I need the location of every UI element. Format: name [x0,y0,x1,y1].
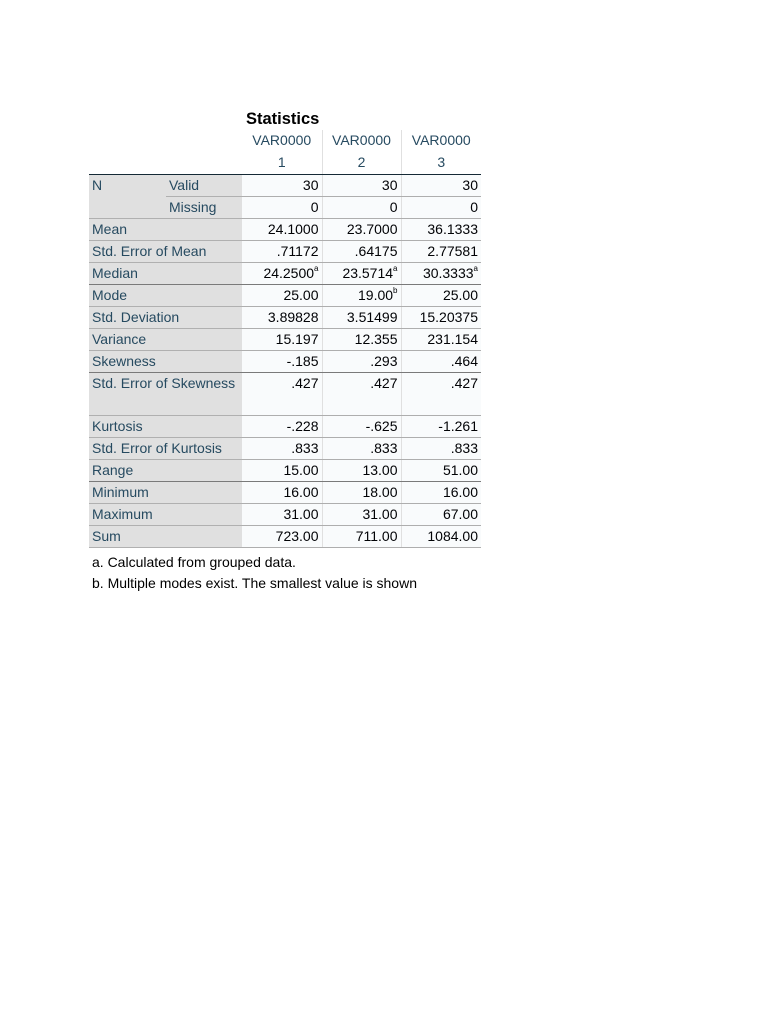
cell-value: 30 [381,176,398,193]
cell-value: 3.51499 [346,308,398,325]
value-cell [401,481,481,503]
value-cell [322,240,401,262]
value-cell [242,525,322,547]
cell-value: 31.00 [283,505,319,522]
value-cell [242,284,322,306]
table-row [89,437,481,459]
cell-value: .427 [370,374,398,391]
column-header-var1-line2: 1 [242,152,322,174]
row-label: Std. Error of Skewness [89,372,242,415]
value-cell [242,415,322,437]
value-cell [242,218,322,240]
statistics-table [89,130,481,548]
value-cell [322,459,401,481]
cell-value: .71172 [276,242,319,259]
cell-value: 30 [302,176,319,193]
cell-value: -1.261 [438,417,478,434]
value-cell [322,437,401,459]
row-label: Variance [89,328,242,350]
row-label: Range [89,459,242,481]
table-title: Statistics [246,110,320,128]
corner-cell [89,130,242,152]
footnote-marker: a [473,263,478,273]
cell-value: 30 [462,176,478,193]
value-cell [401,262,481,284]
cell-value: 25.00 [442,286,478,303]
column-header-row [89,130,481,152]
value-cell [322,196,401,218]
cell-value: 0 [389,198,398,215]
cell-value: 23.7000 [346,220,398,237]
row-label: Minimum [89,481,242,503]
value-cell [401,218,481,240]
corner-cell-2 [89,152,242,174]
value-cell [242,306,322,328]
cell-value: 15.197 [275,330,319,347]
row-label: N [89,174,166,196]
value-cell [242,503,322,525]
table-row [89,196,481,218]
row-label: Maximum [89,503,242,525]
cell-value: .293 [370,352,398,369]
row-label: Skewness [89,350,242,372]
value-cell [322,525,401,547]
cell-value: 23.5714 [342,264,394,281]
value-cell [401,306,481,328]
cell-value: .427 [450,374,478,391]
value-cell [322,218,401,240]
cell-value: 12.355 [354,330,398,347]
value-cell [401,240,481,262]
value-cell [401,525,481,547]
value-cell [322,350,401,372]
value-cell [242,372,322,415]
table-row [89,240,481,262]
column-header-var1: VAR0000 [252,132,312,148]
cell-value: 231.154 [427,330,478,347]
cell-value: 24.1000 [267,220,319,237]
cell-value: 0 [470,198,478,215]
column-header-var2-line2: 2 [322,152,401,174]
cell-value: .464 [450,352,478,369]
value-cell [401,503,481,525]
value-cell [242,350,322,372]
value-cell [242,262,322,284]
footnote-marker: a [393,263,398,273]
cell-value: 30.3333 [422,264,474,281]
table-row [89,284,481,306]
value-cell [322,262,401,284]
row-label: Kurtosis [89,415,242,437]
cell-value: 13.00 [362,461,398,478]
table-row [89,481,481,503]
value-cell [401,196,481,218]
cell-value: .833 [291,439,319,456]
value-cell [322,503,401,525]
table-row [89,372,481,415]
cell-value: 723.00 [275,527,319,544]
cell-value: 16.00 [442,483,478,500]
cell-value: 1084.00 [427,527,478,544]
row-label: Std. Error of Kurtosis [89,437,242,459]
column-header-var2: VAR0000 [322,130,401,152]
row-label: Std. Deviation [89,306,242,328]
value-cell [242,481,322,503]
footnote-a: a. Calculated from grouped data. [92,553,296,570]
cell-value: -.185 [286,352,319,369]
row-label: Median [89,262,242,284]
row-label: Sum [89,525,242,547]
value-cell [401,437,481,459]
table-row [89,350,481,372]
value-cell [322,481,401,503]
value-cell [401,415,481,437]
cell-value: 3.89828 [267,308,319,325]
table-row [89,218,481,240]
cell-value: 24.2500 [263,264,315,281]
value-cell [322,372,401,415]
cell-value: 67.00 [442,505,478,522]
table-row [89,328,481,350]
cell-value: .64175 [354,242,398,259]
cell-value: -.625 [365,417,398,434]
row-sublabel: Missing [166,196,242,218]
value-cell [401,350,481,372]
cell-value: .427 [291,374,319,391]
cell-value: 711.00 [355,527,398,544]
value-cell [322,328,401,350]
value-cell [242,437,322,459]
value-cell [322,306,401,328]
table-row [89,459,481,481]
cell-value: 19.00 [358,286,394,303]
cell-value: .833 [450,439,478,456]
row-label: Mode [89,284,242,306]
value-cell [401,174,481,196]
row-sublabel: Valid [166,174,242,196]
cell-value: 51.00 [442,461,478,478]
value-cell [242,240,322,262]
row-label: Mean [89,218,242,240]
value-cell [322,174,401,196]
cell-value: 25.00 [283,286,319,303]
value-cell [322,415,401,437]
statistics-output [89,108,481,594]
row-label-empty [89,196,166,218]
value-cell [242,174,322,196]
cell-value: 16.00 [283,483,319,500]
table-row [89,415,481,437]
table-row [89,503,481,525]
cell-value: 18.00 [362,483,398,500]
cell-value: 0 [310,198,319,215]
cell-value: 15.00 [283,461,319,478]
cell-value: .833 [370,439,398,456]
value-cell [401,328,481,350]
table-row [89,174,481,196]
footnote-marker: a [314,263,319,273]
footnotes [89,552,481,594]
cell-value: 15.20375 [419,308,478,325]
table-row [89,525,481,547]
value-cell [401,459,481,481]
statistics-rows [89,174,481,547]
table-row [89,262,481,284]
value-cell [242,196,322,218]
value-cell [242,459,322,481]
cell-value: 31.00 [362,505,398,522]
column-header-row-2 [89,152,481,174]
column-header-var3: VAR0000 [401,130,481,152]
value-cell [401,284,481,306]
cell-value: 36.1333 [427,220,478,237]
column-header-var3-line2: 3 [401,152,481,174]
value-cell [322,284,401,306]
table-row [89,306,481,328]
row-label: Std. Error of Mean [89,240,242,262]
value-cell [401,372,481,415]
value-cell [242,328,322,350]
cell-value: -.228 [286,417,319,434]
footnote-b: b. Multiple modes exist. The smallest value is shown [92,574,417,591]
footnote-marker: b [393,285,398,295]
cell-value: 2.77581 [427,242,478,259]
